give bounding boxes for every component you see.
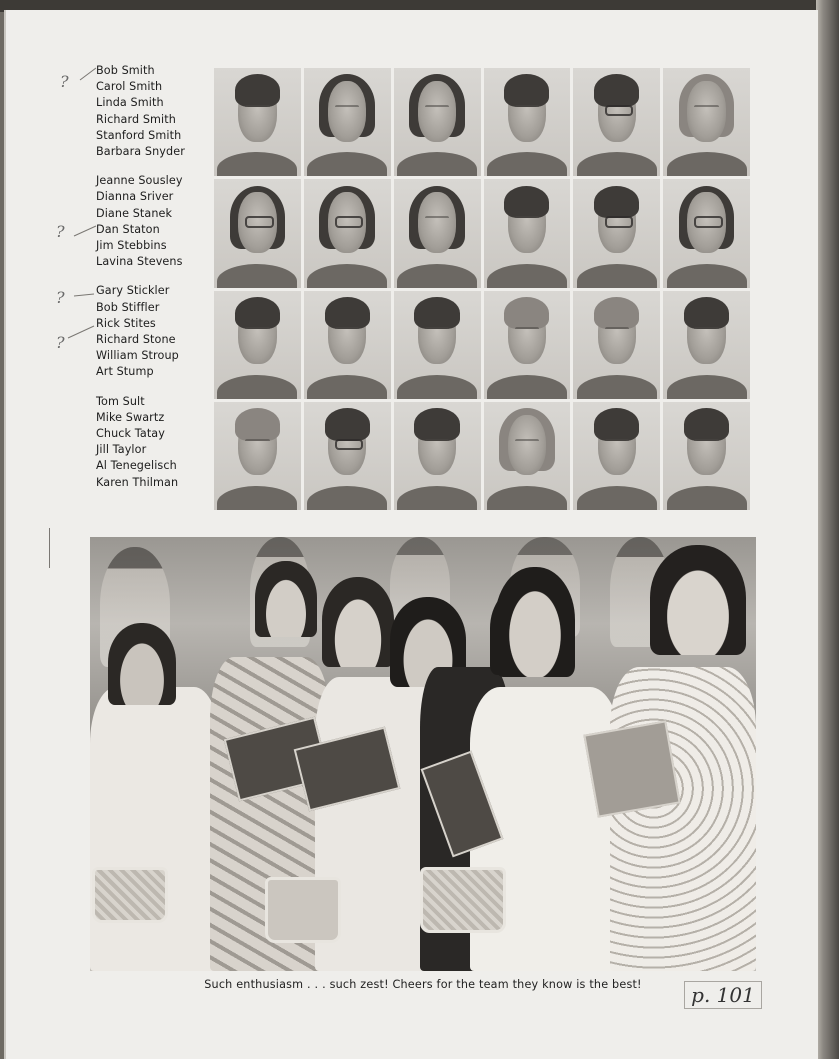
student-portrait bbox=[304, 402, 391, 510]
student-portrait bbox=[573, 179, 660, 287]
student-name: Al Tenegelisch bbox=[96, 459, 177, 473]
student-portrait bbox=[214, 179, 301, 287]
student-name: Barbara Snyder bbox=[96, 145, 185, 159]
student-name: Tom Sult bbox=[96, 394, 145, 408]
student-name: Diane Stanek bbox=[96, 206, 173, 220]
student-portrait bbox=[484, 402, 571, 510]
student-name: Bob Smith bbox=[96, 64, 155, 77]
student-portrait-grid bbox=[214, 68, 750, 510]
student-portrait bbox=[573, 68, 660, 176]
student-name-list bbox=[96, 63, 208, 504]
student-name: Linda Smith bbox=[96, 96, 164, 110]
student-portrait bbox=[484, 68, 571, 176]
student-name: Rick Stites bbox=[96, 316, 156, 330]
student-name: Bob Stiffler bbox=[96, 300, 160, 314]
pencil-question-mark: ? bbox=[56, 288, 65, 307]
student-portrait bbox=[663, 68, 750, 176]
name-group-2 bbox=[96, 173, 208, 270]
student-name: Dan Staton bbox=[96, 222, 160, 236]
student-portrait bbox=[394, 402, 481, 510]
student-name: Chuck Tatay bbox=[96, 427, 165, 441]
student-portrait bbox=[214, 291, 301, 399]
student-name: Jim Stebbins bbox=[96, 239, 167, 253]
student-portrait bbox=[663, 291, 750, 399]
name-group-4 bbox=[96, 394, 208, 491]
student-name: Richard Smith bbox=[96, 112, 176, 126]
student-name: Dianna Sriver bbox=[96, 190, 174, 204]
student-portrait bbox=[304, 291, 391, 399]
student-portrait bbox=[214, 402, 301, 510]
student-portrait bbox=[573, 291, 660, 399]
student-portrait bbox=[394, 291, 481, 399]
name-group-3 bbox=[96, 283, 208, 380]
pencil-marks bbox=[60, 60, 110, 390]
student-portrait bbox=[484, 291, 571, 399]
student-name: Karen Thilman bbox=[96, 475, 179, 489]
student-portrait bbox=[573, 402, 660, 510]
book-page-edge bbox=[816, 0, 839, 1059]
page-number: p. 101 bbox=[684, 981, 762, 1009]
cheering-students-photo bbox=[90, 537, 756, 971]
student-portrait bbox=[214, 68, 301, 176]
student-name: Stanford Smith bbox=[96, 128, 182, 142]
student-name: Jill Taylor bbox=[96, 443, 147, 457]
name-group-1 bbox=[96, 63, 208, 160]
student-portrait bbox=[663, 402, 750, 510]
pencil-question-mark: ? bbox=[56, 222, 65, 241]
pencil-stroke bbox=[49, 528, 50, 568]
student-portrait bbox=[394, 179, 481, 287]
student-name: Jeanne Sousley bbox=[96, 174, 183, 188]
student-portrait bbox=[304, 68, 391, 176]
student-portrait bbox=[484, 179, 571, 287]
student-name: Richard Stone bbox=[96, 333, 176, 347]
student-portrait bbox=[663, 179, 750, 287]
student-name: Art Stump bbox=[96, 365, 154, 379]
pencil-question-mark: ? bbox=[60, 72, 69, 91]
student-name: Gary Stickler bbox=[96, 284, 170, 298]
student-portrait bbox=[394, 68, 481, 176]
student-name: William Stroup bbox=[96, 349, 179, 363]
student-name: Carol Smith bbox=[96, 80, 163, 94]
student-portrait bbox=[304, 179, 391, 287]
student-name: Lavina Stevens bbox=[96, 255, 183, 269]
photo-caption: Such enthusiasm . . . such zest! Cheers for the team they know is the best! bbox=[204, 978, 642, 991]
student-name: Mike Swartz bbox=[96, 410, 165, 424]
pencil-question-mark: ? bbox=[56, 333, 65, 352]
